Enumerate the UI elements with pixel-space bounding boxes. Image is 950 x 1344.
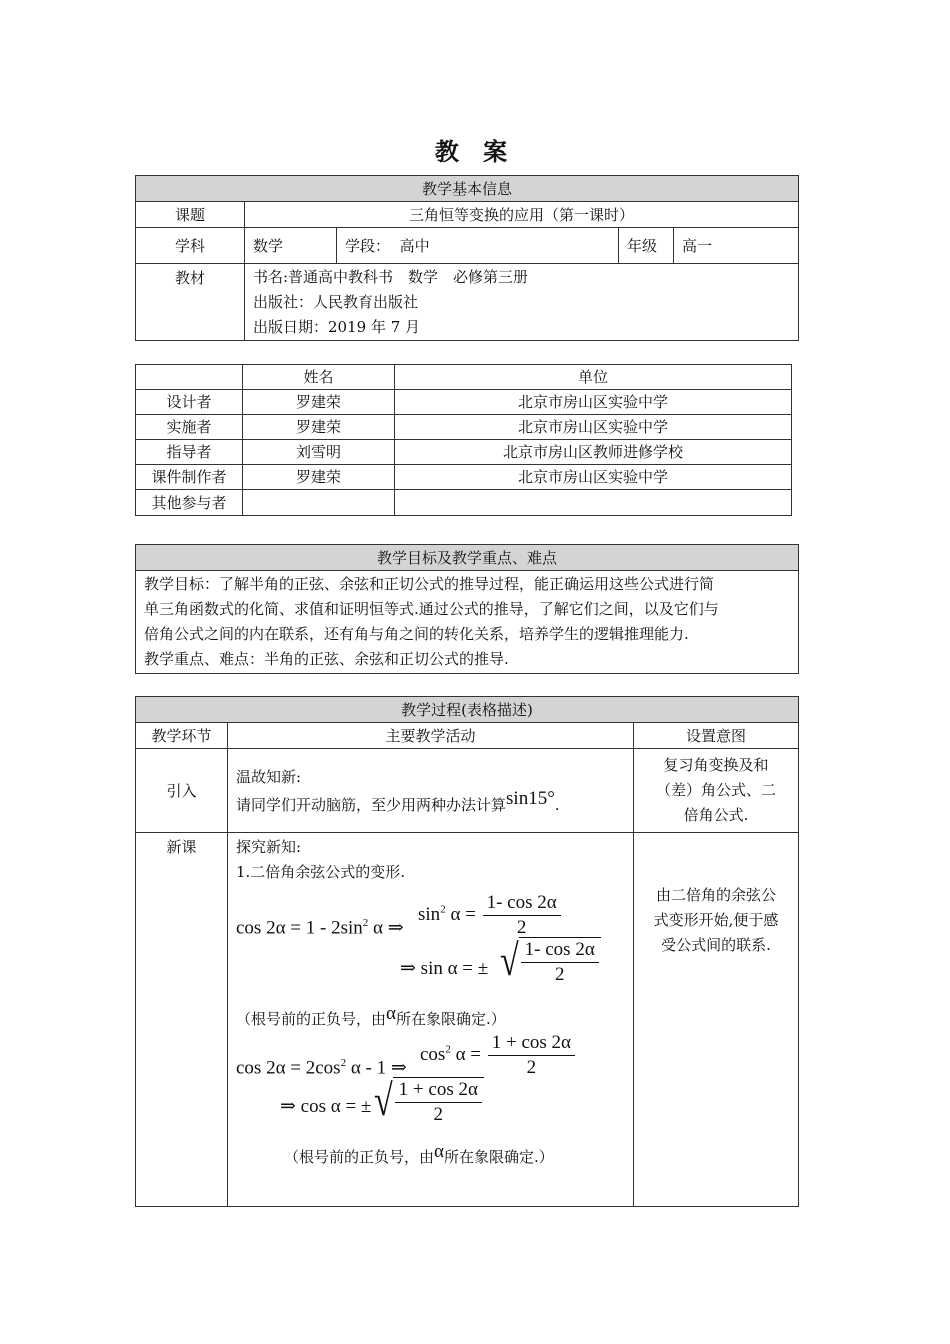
intent-line: 由二倍角的余弦公 [656,886,777,904]
sqrt-expression [374,1077,484,1127]
eq1-right: $\sin^2 \alpha$ = $\frac{1- \cos 2\alpha}{2}$ [418,891,563,940]
table-row [136,415,792,440]
process-header: 教学过程(表格描述) [136,697,799,723]
unit-cell: 北京市房山区教师进修学校 [395,440,792,465]
unit-cell: 北京市房山区实验中学 [395,415,792,440]
new-line: 探究新知: [236,838,302,856]
eq1-left: $\cos 2\alpha = 1 - 2\sin^2$ α ⇒ [236,917,404,939]
col-intent-header: 设置意图 [634,723,799,749]
intent-line: 式变形开始,便于感 [653,911,779,929]
goals-line: 单三角函数式的化简、求值和证明恒等式.通过公式的推导，了解它们之间，以及它们与 [144,600,719,618]
name-cell [243,490,395,516]
table-row [136,749,799,833]
intro-period: . [554,795,560,814]
subject-value: 数学 [245,228,337,264]
basic-info-table [135,175,799,341]
fraction: $\frac{1 + \cos 2\alpha}{2}$ [488,1031,575,1080]
eq3-left: $\cos 2\alpha = 2\cos^2$ α - 1 ⇒ [236,1057,407,1079]
new-activity [228,833,634,1207]
note-sign-1: （根号前的正负号，由α所在象限确定.） [236,1003,506,1028]
basic-info-header: 教学基本信息 [136,176,799,202]
stage-label: 学段： [345,236,391,255]
intro-activity [228,749,634,833]
stage-cell [337,228,619,264]
col-activity-header: 主要教学活动 [228,723,634,749]
intro-line [236,787,625,819]
topic-label: 课题 [136,202,245,228]
note-sign-2: （根号前的正负号，由α所在象限确定.） [284,1141,554,1166]
table-row [136,490,792,516]
intent-line: 受公式间的联系. [661,936,771,954]
goals-body [136,571,799,674]
role-cell: 其他参与者 [136,490,243,516]
goals-line: 教学重点、难点：半角的正弦、余弦和正切公式的推导. [144,650,509,668]
textbook-line: 出版日期：2019 年 7 月 [253,318,421,336]
new-line: 1.二倍角余弦公式的变形. [236,863,406,881]
role-cell: 设计者 [136,390,243,415]
formula-sin-root: ⇒ sin α = ± √ $\frac{1- \cos 2\alpha}{2}$ [236,937,625,997]
eq3-right: $\cos^2 \alpha$ = $\frac{1 + \cos 2\alpha}{2}$ [420,1031,577,1080]
role-cell: 实施者 [136,415,243,440]
unit-cell: 北京市房山区实验中学 [395,465,792,490]
table-row [136,465,792,490]
intent-line: 倍角公式. [683,806,749,824]
textbook-details [245,264,799,341]
textbook-line: 书名:普通高中教科书 数学 必修第三册 [253,268,529,286]
table-row [136,833,799,1207]
role-cell: 课件制作者 [136,465,243,490]
radical-sign: √ [500,937,519,986]
col-name-header: 姓名 [243,365,395,390]
intro-stage: 引入 [136,749,228,833]
new-stage: 新课 [136,833,228,1207]
unit-cell: 北京市房山区实验中学 [395,390,792,415]
role-cell: 指导者 [136,440,243,465]
name-cell: 罗建荣 [243,390,395,415]
grade-value: 高一 [674,228,799,264]
goals-header: 教学目标及教学重点、难点 [136,545,799,571]
intent-line: 复习角变换及和 [663,756,769,774]
table-row [136,390,792,415]
col-stage-header: 教学环节 [136,723,228,749]
name-cell: 罗建荣 [243,415,395,440]
grade-label: 年级 [619,228,674,264]
intro-math: sin15° [506,787,555,809]
table-row [136,440,792,465]
intro-line: 温故知新: [236,767,302,786]
formula-sin-half [236,891,625,937]
topic-value: 三角恒等变换的应用（第一课时） [245,202,799,228]
new-intent [634,833,799,1207]
intro-text: 请同学们开动脑筋，至少用两种办法计算 [236,795,507,814]
page-title: 教 案 [434,137,516,166]
people-table [135,364,792,516]
radical-sign: √ [374,1077,393,1126]
formula-cos-root: ⇒ cos α = ± √ $\frac{1 + \cos 2\alpha}{2}$ [236,1077,625,1139]
textbook-label: 教材 [136,264,245,341]
name-cell: 刘雪明 [243,440,395,465]
fraction: $\frac{1- \cos 2\alpha}{2}$ [483,891,561,940]
goals-line: 倍角公式之间的内在联系，还有角与角之间的转化关系，培养学生的逻辑推理能力. [144,625,689,643]
name-cell: 罗建荣 [243,465,395,490]
intent-line: （差）角公式、二 [656,781,777,799]
goals-line: 教学目标：了解半角的正弦、余弦和正切公式的推导过程，能正确运用这些公式进行简 [144,575,715,593]
intro-intent [634,749,799,833]
goals-table [135,544,799,674]
sqrt-expression [500,937,601,987]
subject-label: 学科 [136,228,245,264]
textbook-line: 出版社：人民教育出版社 [253,293,419,311]
formula-cos-half [236,1031,625,1077]
col-unit-header: 单位 [395,365,792,390]
fraction: $\frac{1 + \cos 2\alpha}{2}$ [395,1078,482,1127]
fraction: $\frac{1- \cos 2\alpha}{2}$ [521,938,599,987]
process-table [135,696,799,1207]
unit-cell [395,490,792,516]
stage-value: 高中 [399,236,430,255]
